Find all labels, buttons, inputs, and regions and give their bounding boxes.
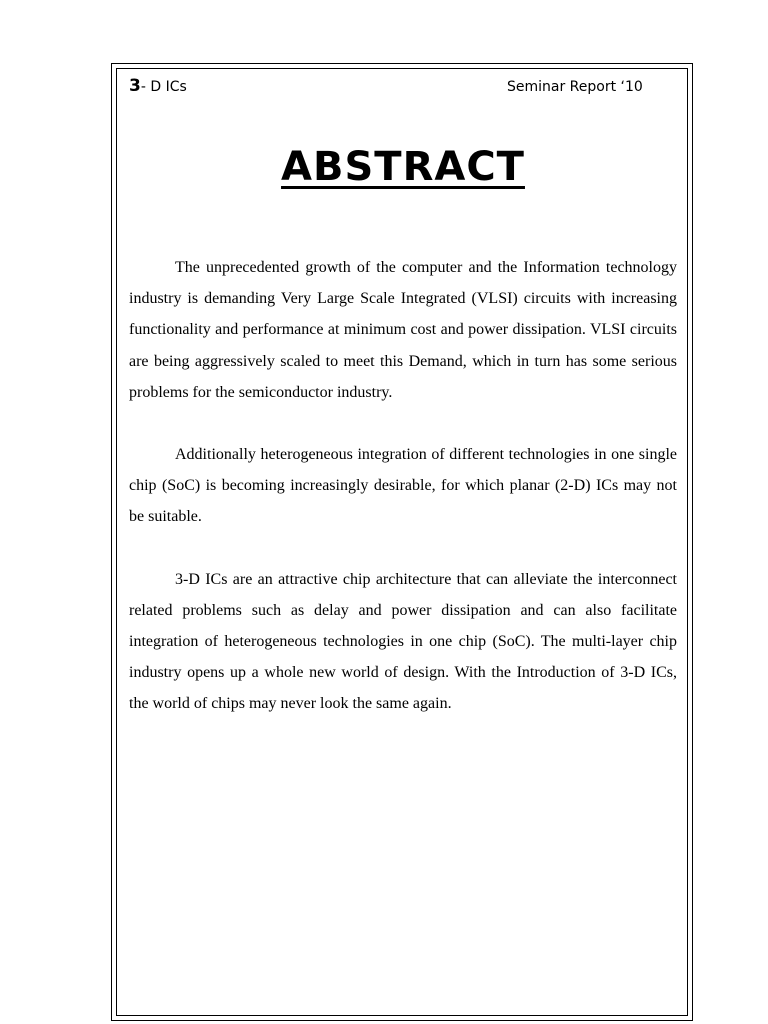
paragraph-2: Additionally heterogeneous integration of different technologies in one single chip (SoC) is becoming increasingly desirable, for which planar (2-D) ICs may not be suitable. bbox=[129, 446, 677, 526]
header-number: 3 bbox=[129, 76, 141, 96]
header-topic bbox=[129, 76, 187, 96]
paragraph-1: The unprecedented growth of the computer and the Information technology industry is demanding Very Large Scale Integrated (VLSI) circuits with increasing functionality and performance at minimum cost and power dissipation. VLSI circuits are being aggressively scaled to meet this Demand, which in turn has some serious problems for the semiconductor industry. bbox=[129, 259, 677, 401]
header-topic-text: - D ICs bbox=[140, 79, 187, 95]
paragraph-3: 3-D ICs are an attractive chip architecture that can alleviate the interconnect related problems such as delay and power dissipation and can also facilitate integration of heterogeneous technologies in one chip (SoC). The multi-layer chip industry opens up a whole new world of design. With the Introduction of 3-D ICs, the world of chips may never look the same again. bbox=[129, 570, 677, 713]
abstract-body bbox=[129, 252, 677, 751]
page-title: ABSTRACT bbox=[281, 144, 525, 190]
header-report-label: Seminar Report ‘10 bbox=[507, 79, 643, 95]
